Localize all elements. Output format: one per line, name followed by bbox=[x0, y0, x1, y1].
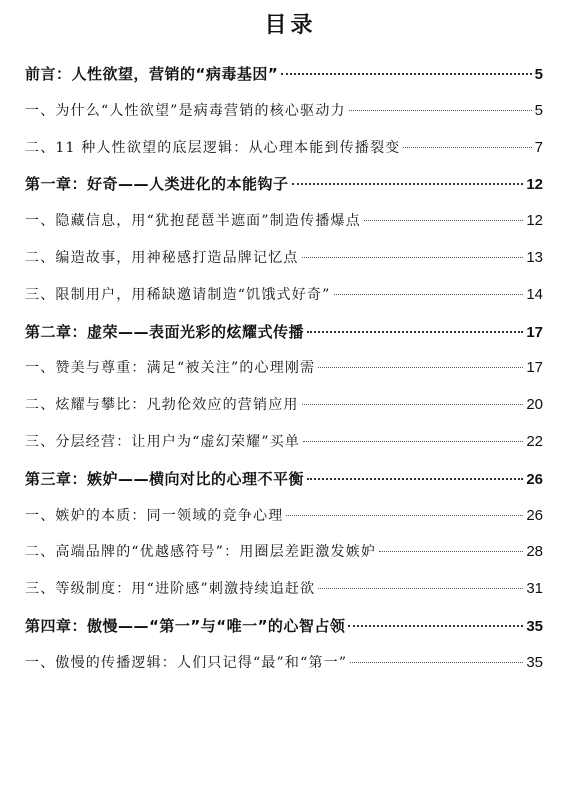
toc-dot-leader bbox=[303, 441, 523, 442]
toc-dot-leader bbox=[349, 110, 532, 111]
toc-dot-leader bbox=[364, 220, 523, 221]
toc-chapter-entry[interactable] bbox=[25, 314, 543, 351]
toc-chapter-entry[interactable] bbox=[25, 461, 543, 498]
toc-page-number: 7 bbox=[534, 138, 543, 156]
toc-section-entry[interactable] bbox=[25, 277, 543, 314]
table-of-contents bbox=[25, 56, 543, 682]
toc-entry-title: 一、隐藏信息，用“犹抱琵琶半遮面”制造传播爆点 bbox=[25, 213, 361, 230]
toc-entry-title: 三、分层经营：让用户为“虚幻荣耀”买单 bbox=[25, 433, 301, 450]
page-title: 目录 bbox=[264, 13, 317, 38]
toc-entry-title: 第四章：傲慢——“第一”与“唯一”的心智占领 bbox=[25, 616, 346, 635]
toc-entry-title: 二、编造故事，用神秘感打造品牌记忆点 bbox=[25, 249, 299, 266]
toc-section-entry[interactable] bbox=[25, 534, 543, 571]
toc-entry-title: 三、限制用户，用稀缺邀请制造“饥饿式好奇” bbox=[25, 286, 331, 303]
toc-chapter-entry[interactable] bbox=[25, 166, 543, 203]
toc-entry-title: 二、11 种人性欲望的底层逻辑：从心理本能到传播裂变 bbox=[25, 139, 401, 156]
toc-dot-leader bbox=[302, 257, 524, 258]
toc-dot-leader bbox=[403, 147, 531, 148]
toc-entry-title: 二、高端品牌的“优越感符号”：用圈层差距激发嫉妒 bbox=[25, 544, 377, 561]
toc-page-number: 35 bbox=[526, 617, 543, 635]
toc-chapter-entry[interactable] bbox=[25, 608, 543, 645]
toc-dot-leader bbox=[302, 404, 524, 405]
toc-chapter-entry[interactable] bbox=[25, 56, 543, 93]
toc-entry-title: 一、赞美与尊重：满足“被关注”的心理刚需 bbox=[25, 360, 316, 377]
toc-dot-leader bbox=[307, 478, 523, 480]
toc-entry-title: 一、为什么“人性欲望”是病毒营销的核心驱动力 bbox=[25, 102, 346, 119]
toc-section-entry[interactable] bbox=[25, 93, 543, 130]
toc-dot-leader bbox=[292, 183, 524, 185]
toc-dot-leader bbox=[348, 625, 523, 627]
toc-page-number: 12 bbox=[526, 212, 543, 230]
toc-dot-leader bbox=[350, 662, 523, 663]
toc-entry-title: 一、傲慢的传播逻辑：人们只记得“最”和“第一” bbox=[25, 654, 348, 671]
toc-dot-leader bbox=[334, 294, 524, 295]
toc-entry-title: 三、等级制度：用“进阶感”刺激持续追赶欲 bbox=[25, 581, 316, 598]
toc-dot-leader bbox=[307, 331, 523, 333]
toc-section-entry[interactable] bbox=[25, 645, 543, 682]
toc-page-number: 5 bbox=[534, 101, 543, 119]
toc-dot-leader bbox=[318, 588, 523, 589]
toc-entry-title: 一、嫉妒的本质：同一领域的竞争心理 bbox=[25, 507, 284, 524]
toc-dot-leader bbox=[318, 367, 523, 368]
toc-page-number: 5 bbox=[534, 66, 543, 83]
toc-page-number: 17 bbox=[526, 359, 543, 377]
toc-section-entry[interactable] bbox=[25, 424, 543, 461]
toc-entry-title: 二、炫耀与攀比：凡勃伦效应的营销应用 bbox=[25, 397, 299, 414]
toc-page-number: 20 bbox=[526, 396, 543, 414]
toc-page-number: 26 bbox=[526, 506, 543, 524]
toc-page-number: 17 bbox=[526, 323, 543, 341]
toc-section-entry[interactable] bbox=[25, 240, 543, 277]
toc-section-entry[interactable] bbox=[25, 130, 543, 167]
toc-dot-leader bbox=[286, 515, 523, 516]
toc-entry-title: 第二章：虚荣——表面光彩的炫耀式传播 bbox=[25, 322, 305, 341]
toc-page-number: 14 bbox=[526, 285, 543, 303]
toc-entry-title: 第一章：好奇——人类进化的本能钩子 bbox=[25, 175, 289, 194]
toc-section-entry[interactable] bbox=[25, 571, 543, 608]
toc-section-entry[interactable] bbox=[25, 203, 543, 240]
toc-dot-leader bbox=[379, 551, 523, 552]
toc-page-number: 26 bbox=[526, 470, 543, 488]
toc-page-number: 31 bbox=[526, 580, 543, 598]
toc-page-number: 28 bbox=[526, 543, 543, 561]
toc-entry-title: 第三章：嫉妒——横向对比的心理不平衡 bbox=[25, 469, 305, 488]
toc-page-number: 22 bbox=[526, 432, 543, 450]
toc-page-number: 35 bbox=[526, 653, 543, 671]
toc-section-entry[interactable] bbox=[25, 387, 543, 424]
toc-page-number: 13 bbox=[526, 248, 543, 266]
toc-section-entry[interactable] bbox=[25, 350, 543, 387]
toc-page-number: 12 bbox=[526, 176, 543, 194]
toc-entry-title: 前言：人性欲望，营销的“病毒基因” bbox=[25, 65, 279, 83]
toc-section-entry[interactable] bbox=[25, 498, 543, 535]
toc-dot-leader bbox=[281, 73, 531, 75]
